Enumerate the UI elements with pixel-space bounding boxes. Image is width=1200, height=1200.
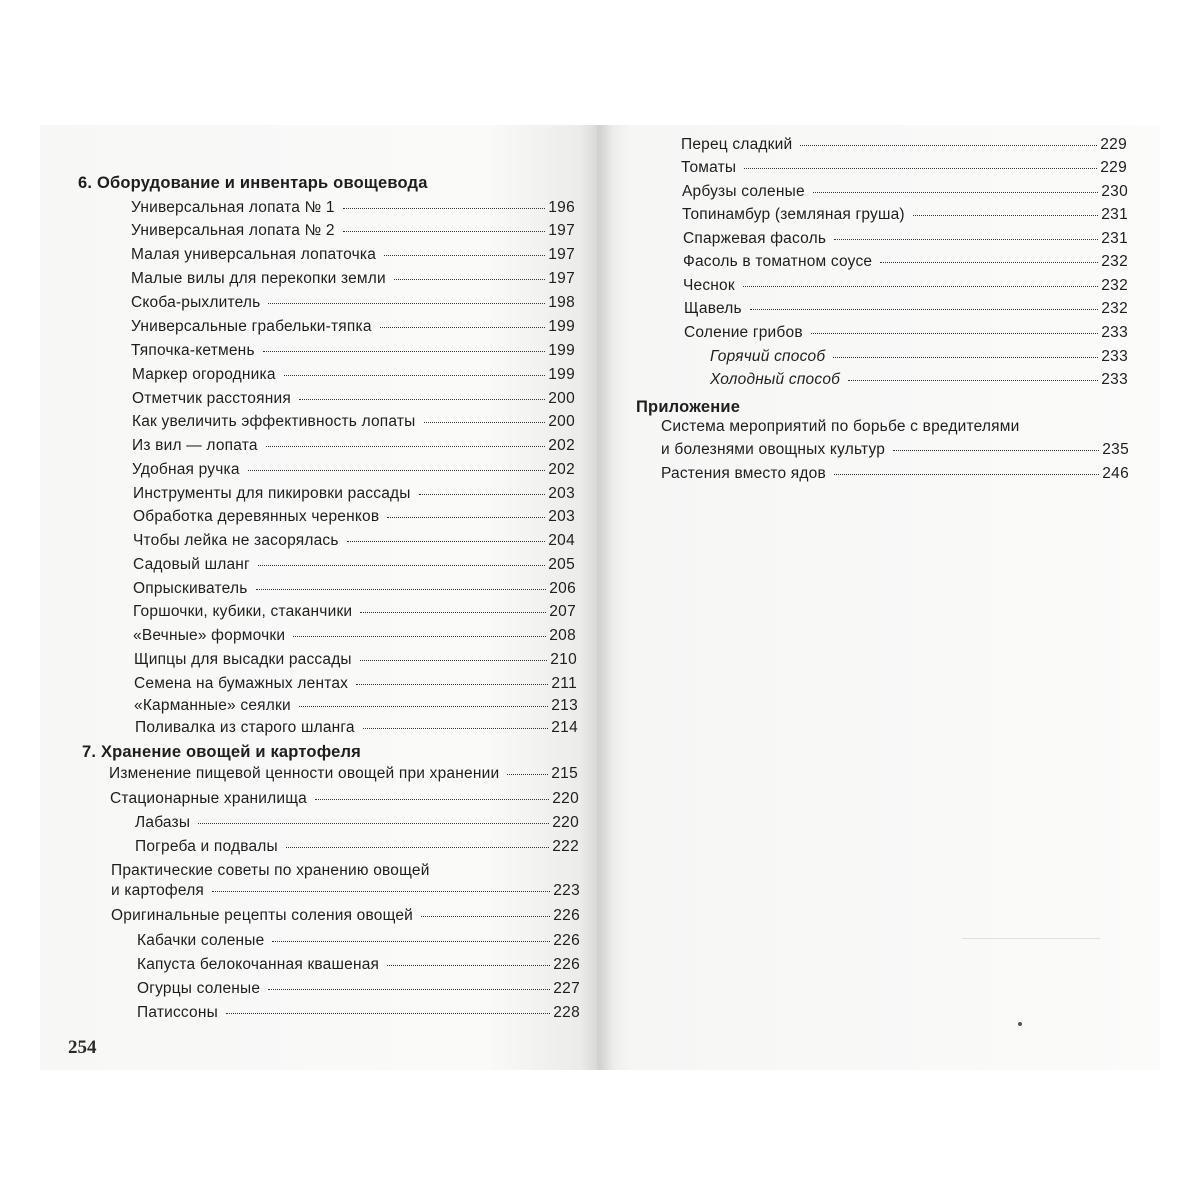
toc-entry-page: 226 — [553, 956, 580, 973]
dot-leader — [750, 309, 1098, 310]
toc-entry — [135, 838, 579, 856]
toc-entry — [683, 277, 1128, 295]
toc-entry-title: Фасоль в томатном соусе — [683, 253, 873, 270]
toc-entry-title-line1: Система мероприятий по борьбе с вредителями — [661, 418, 1020, 435]
dot-leader — [363, 728, 548, 729]
toc-entry-page: 202 — [548, 461, 575, 478]
toc-entry — [132, 366, 575, 384]
toc-entry-title-line1: Практические советы по хранению овощей — [111, 862, 430, 879]
toc-entry-page: 233 — [1101, 324, 1128, 341]
dot-leader — [198, 823, 549, 824]
dot-leader — [834, 239, 1098, 240]
toc-entry — [137, 932, 580, 950]
dot-leader — [387, 965, 550, 966]
toc-entry-page: 229 — [1100, 159, 1127, 176]
dot-leader — [360, 660, 547, 661]
toc-entry-page: 211 — [551, 675, 577, 692]
toc-entry — [710, 348, 1128, 366]
toc-entry — [132, 437, 575, 455]
toc-entry — [131, 222, 575, 240]
toc-entry-page: 200 — [548, 390, 575, 407]
toc-entry-title: Как увеличить эффективность лопаты — [132, 413, 416, 430]
toc-entry — [135, 814, 579, 832]
toc-entry-title: и болезнями овощных культур — [661, 441, 886, 458]
toc-entry-title: Малые вилы для перекопки земли — [131, 270, 386, 287]
dot-leader — [343, 231, 545, 232]
print-speck — [1018, 1022, 1022, 1026]
toc-entry-title: Томаты — [681, 159, 737, 176]
toc-entry-title: Инструменты для пикировки рассады — [133, 485, 411, 502]
toc-entry-page: 197 — [548, 222, 575, 239]
dot-leader — [272, 941, 550, 942]
dot-leader — [387, 517, 545, 518]
toc-entry-page: 229 — [1100, 136, 1127, 153]
toc-entry-title: «Вечные» формочки — [133, 627, 286, 644]
dot-leader — [284, 375, 546, 376]
toc-entry — [111, 907, 580, 925]
dot-leader — [293, 636, 546, 637]
dot-leader — [356, 684, 548, 685]
toc-entry-page: 228 — [553, 1004, 580, 1021]
dot-leader — [343, 208, 545, 209]
appendix-heading: Приложение — [636, 398, 741, 416]
toc-entry-title: Горшочки, кубики, стаканчики — [133, 603, 353, 620]
toc-entry-page: 206 — [549, 580, 576, 597]
toc-entry-title: Обработка деревянных черенков — [133, 508, 380, 525]
toc-entry-page: 210 — [550, 651, 577, 668]
toc-entry-title: Стационарные хранилища — [110, 790, 308, 807]
toc-entry-page: 232 — [1101, 277, 1128, 294]
toc-entry — [131, 294, 575, 312]
dot-leader — [266, 446, 546, 447]
toc-entry-page: 204 — [548, 532, 575, 549]
dot-leader — [811, 333, 1098, 334]
toc-entry — [134, 697, 578, 715]
toc-entry-page: 199 — [548, 342, 575, 359]
dot-leader — [744, 168, 1097, 169]
toc-entry — [134, 651, 577, 669]
toc-entry-title: и картофеля — [111, 882, 205, 899]
dot-leader — [421, 916, 550, 917]
toc-entry-page: 235 — [1102, 441, 1129, 458]
toc-entry-page: 223 — [553, 882, 580, 899]
toc-entry-title: Топинамбур (земляная груша) — [682, 206, 905, 223]
toc-entry-page: 197 — [548, 246, 575, 263]
toc-entry — [133, 532, 575, 550]
toc-entry-page: 233 — [1101, 348, 1128, 365]
dot-leader — [347, 541, 546, 542]
toc-entry — [684, 324, 1128, 342]
toc-entry-page: 203 — [548, 485, 575, 502]
toc-entry — [133, 627, 576, 645]
toc-entry — [133, 508, 575, 526]
section-6-heading: 6. Оборудование и инвентарь овощевода — [78, 174, 428, 192]
toc-entry-title: Чеснок — [683, 277, 735, 294]
toc-entry — [131, 199, 575, 217]
dot-leader — [833, 357, 1098, 358]
toc-entry — [661, 441, 1129, 459]
toc-entry-page: 213 — [551, 697, 578, 714]
dot-leader — [384, 255, 545, 256]
toc-entry-title: Поливалка из старого шланга — [135, 719, 355, 736]
toc-entry — [132, 390, 575, 408]
dot-leader — [299, 399, 545, 400]
toc-entry — [137, 956, 580, 974]
dot-leader — [394, 279, 545, 280]
dot-leader — [380, 327, 546, 328]
toc-entry-title: «Карманные» сеялки — [134, 697, 291, 714]
toc-entry-page: 198 — [548, 294, 575, 311]
toc-entry-page: 220 — [552, 814, 579, 831]
toc-entry-title: Щипцы для высадки рассады — [134, 651, 352, 668]
toc-entry-page: 226 — [553, 907, 580, 924]
toc-entry — [133, 580, 576, 598]
dot-leader — [424, 422, 546, 423]
toc-entry-title: Универсальная лопата № 1 — [131, 199, 335, 216]
toc-entry — [131, 270, 575, 288]
toc-entry — [133, 556, 575, 574]
toc-entry — [682, 206, 1128, 224]
dot-leader — [913, 215, 1098, 216]
toc-entry-title: Огурцы соленые — [137, 980, 261, 997]
toc-entry-page: 231 — [1101, 230, 1128, 247]
toc-entry-page: 215 — [551, 765, 578, 782]
dot-leader — [286, 847, 549, 848]
dot-leader — [360, 612, 546, 613]
dot-leader — [507, 774, 548, 775]
toc-entry — [111, 882, 580, 900]
toc-entry — [684, 300, 1128, 318]
toc-entry — [137, 980, 580, 998]
toc-entry-title: Отметчик расстояния — [132, 390, 291, 407]
toc-entry-page: 246 — [1102, 465, 1129, 482]
toc-entry-title: Удобная ручка — [132, 461, 240, 478]
dot-leader — [268, 303, 545, 304]
toc-entry-page: 230 — [1101, 183, 1128, 200]
toc-entry-title: Маркер огородника — [132, 366, 276, 383]
toc-entry — [132, 461, 575, 479]
toc-entry-title: Перец сладкий — [681, 136, 793, 153]
toc-entry-page: 233 — [1101, 371, 1128, 388]
toc-entry — [710, 371, 1128, 389]
toc-entry — [109, 765, 578, 783]
toc-entry-page: 203 — [548, 508, 575, 525]
toc-entry-title: Тяпочка-кетмень — [131, 342, 255, 359]
dot-leader — [813, 192, 1098, 193]
toc-entry-page: 226 — [553, 932, 580, 949]
toc-entry — [133, 485, 575, 503]
toc-entry — [134, 675, 577, 693]
toc-entry — [133, 603, 576, 621]
dot-leader — [800, 145, 1097, 146]
toc-entry-page: 197 — [548, 270, 575, 287]
dot-leader — [263, 351, 546, 352]
toc-entry — [131, 318, 575, 336]
dot-leader — [212, 891, 550, 892]
toc-entry-title: Изменение пищевой ценности овощей при хранении — [109, 765, 500, 782]
toc-entry-title: Патиссоны — [137, 1004, 218, 1021]
toc-entry — [681, 159, 1127, 177]
toc-entry — [681, 136, 1127, 154]
toc-entry-page: 208 — [549, 627, 576, 644]
toc-entry — [137, 1004, 580, 1022]
show-through-smudge — [962, 926, 1100, 939]
dot-leader — [834, 474, 1099, 475]
toc-entry-title: Семена на бумажных лентах — [134, 675, 349, 692]
dot-leader — [299, 706, 548, 707]
dot-leader — [419, 494, 546, 495]
toc-entry-page: 196 — [548, 199, 575, 216]
toc-entry-title: Лабазы — [135, 814, 191, 831]
toc-entry-title: Универсальные грабельки-тяпка — [131, 318, 372, 335]
toc-entry-title: Погреба и подвалы — [135, 838, 278, 855]
toc-entry-title: Оригинальные рецепты соления овощей — [111, 907, 414, 924]
toc-entry-page: 231 — [1101, 206, 1128, 223]
toc-entry — [132, 413, 575, 431]
toc-entry — [682, 183, 1128, 201]
dot-leader — [880, 262, 1098, 263]
toc-entry-title: Щавель — [684, 300, 742, 317]
toc-entry — [131, 246, 575, 264]
toc-entry — [131, 342, 575, 360]
toc-entry-title: Холодный способ — [710, 371, 841, 388]
dot-leader — [256, 589, 547, 590]
toc-entry-title: Скоба-рыхлитель — [131, 294, 261, 311]
toc-entry-page: 200 — [548, 413, 575, 430]
toc-entry-page: 232 — [1101, 300, 1128, 317]
book-gutter — [580, 125, 614, 1070]
dot-leader — [258, 565, 545, 566]
dot-leader — [743, 286, 1098, 287]
toc-entry-page: 214 — [551, 719, 578, 736]
toc-entry-page: 232 — [1101, 253, 1128, 270]
page-number: 254 — [68, 1037, 97, 1058]
toc-entry-title: Капуста белокочанная квашеная — [137, 956, 380, 973]
toc-entry-page: 199 — [548, 366, 575, 383]
dot-leader — [226, 1013, 550, 1014]
toc-entry-title: Малая универсальная лопаточка — [131, 246, 377, 263]
toc-entry-page: 205 — [548, 556, 575, 573]
dot-leader — [848, 380, 1098, 381]
toc-entry-title: Универсальная лопата № 2 — [131, 222, 335, 239]
toc-entry-page: 227 — [553, 980, 580, 997]
toc-entry-title: Чтобы лейка не засорялась — [133, 532, 339, 549]
toc-entry — [661, 465, 1129, 483]
section-7-heading: 7. Хранение овощей и картофеля — [82, 743, 361, 761]
toc-entry-page: 207 — [549, 603, 576, 620]
toc-entry-page: 199 — [548, 318, 575, 335]
toc-entry-title: Арбузы соленые — [682, 183, 805, 200]
toc-entry — [683, 230, 1128, 248]
dot-leader — [248, 470, 546, 471]
toc-entry-page: 220 — [552, 790, 579, 807]
toc-entry-title: Из вил — лопата — [132, 437, 258, 454]
toc-entry-title: Кабачки соленые — [137, 932, 265, 949]
toc-entry-title: Спаржевая фасоль — [683, 230, 827, 247]
toc-entry-page: 222 — [552, 838, 579, 855]
dot-leader — [268, 989, 550, 990]
toc-entry-title: Соление грибов — [684, 324, 803, 341]
toc-entry — [110, 790, 579, 808]
toc-entry-title: Горячий способ — [710, 348, 826, 365]
dot-leader — [893, 450, 1099, 451]
toc-entry — [135, 719, 578, 737]
toc-entry-title: Садовый шланг — [133, 556, 250, 573]
dot-leader — [315, 799, 549, 800]
toc-entry-page: 202 — [548, 437, 575, 454]
toc-entry-title: Опрыскиватель — [133, 580, 248, 597]
toc-entry-title: Растения вместо ядов — [661, 465, 826, 482]
toc-entry — [683, 253, 1128, 271]
